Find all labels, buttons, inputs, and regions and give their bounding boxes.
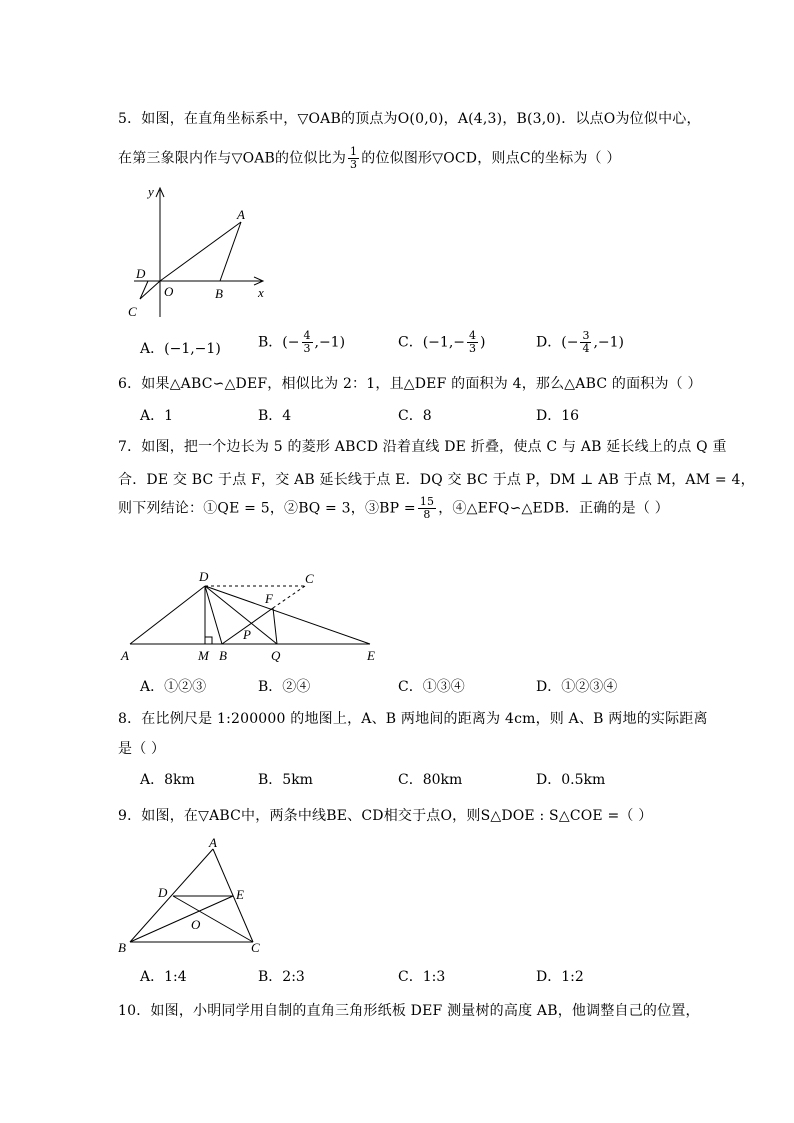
q5-stem-line2-b: 的位似图形▽OCD，则点C的坐标为（ ） (361, 150, 621, 167)
q7-stem-line3 (118, 496, 669, 521)
q5-label-C: C (128, 304, 137, 319)
q5-ratio-fraction (348, 146, 359, 171)
q5-option-b-letter: B． (258, 334, 283, 351)
q9-stem: 9．如图，在▽ABC中，两条中线BE、CD相交于点O，则S△DOE : S△COE =（ ） (118, 808, 653, 824)
q6-option-a[interactable]: A．1 (140, 408, 174, 424)
q5-label-D: D (136, 266, 146, 281)
q7-seg-DA (130, 586, 205, 644)
q5-option-a-letter: A． (140, 341, 165, 357)
q9-label-B: B (118, 940, 126, 955)
q8-option-a[interactable]: A．8km (140, 772, 195, 788)
q5-seg-OA (160, 222, 241, 281)
q9-seg-BE (130, 896, 233, 942)
q5-ratio-num: 1 (350, 145, 358, 158)
q9-figure (118, 835, 268, 957)
q7-stem-line2: 合．DE 交 BC 于点 F，交 AB 延长线于点 E．DQ 交 BC 于点 P，DM ⊥ AB 于点 M，AM = 4， (118, 472, 755, 488)
q5-label-y: y (148, 184, 154, 199)
q5-option-c-post: ) (480, 334, 486, 351)
q6-option-c[interactable]: C．8 (398, 408, 432, 424)
q6-option-d[interactable]: D．16 (536, 408, 580, 424)
q5-option-b-num: 4 (303, 329, 311, 342)
q6-option-b[interactable]: B．4 (258, 408, 292, 424)
q7-bp-num: 15 (419, 495, 435, 508)
q7-label-C: C (305, 571, 314, 586)
q7-option-c[interactable]: C．①③④ (398, 679, 465, 695)
q5-option-c-den: 3 (469, 342, 476, 355)
q5-option-d-num: 3 (582, 329, 590, 342)
q7-label-A: A (121, 648, 129, 663)
q7-label-M: M (198, 648, 209, 663)
q10-stem: 10．如图，小明同学用自制的直角三角形纸板 DEF 测量树的高度 AB，他调整自己的位置， (118, 1003, 700, 1019)
q5-option-b[interactable] (258, 330, 345, 355)
q7-label-Q: Q (271, 648, 281, 663)
q7-seg-CF-dashed (273, 586, 305, 608)
q7-label-B: B (219, 648, 227, 663)
q7-bp-fraction (418, 496, 436, 521)
q5-option-c-pre: (−1,− (422, 334, 465, 351)
q9-option-b[interactable]: B．2:3 (258, 969, 305, 985)
q5-option-c-num: 4 (469, 329, 476, 342)
q7-right-angle-mark (205, 637, 212, 644)
q7-figure (115, 566, 385, 666)
q7-stem-line3-a: 则下列结论：①QE = 5，②BQ = 3，③BP = (118, 500, 416, 517)
q7-option-d[interactable]: D．①②③④ (536, 679, 618, 695)
q5-label-B: B (215, 286, 223, 301)
q6-stem: 6．如果△ABC∽△DEF，相似比为 2：1，且△DEF 的面积为 4，那么△ABC 的面积为（ ） (118, 376, 702, 392)
q5-option-a-text: (−1,−1) (164, 341, 221, 357)
q5-figure (120, 182, 280, 322)
q7-option-a[interactable]: A．①②③ (140, 679, 207, 695)
q5-option-d-den: 4 (582, 342, 590, 355)
q7-stem-line1: 7．如图，把一个边长为 5 的菱形 ABCD 沿着直线 DE 折叠，使点 C 与 AB 延长线上的点 Q 重 (118, 439, 727, 455)
q7-label-F: F (265, 591, 273, 606)
q5-option-b-pre: (− (282, 334, 300, 351)
q5-option-d-fraction (580, 330, 591, 355)
q9-option-d[interactable]: D．1:2 (536, 969, 584, 985)
q8-stem-line2: 是（ ） (118, 741, 166, 757)
q7-option-b[interactable]: B．②④ (258, 679, 311, 695)
q5-seg-AB (220, 222, 241, 281)
q5-stem-line1: 5．如图，在直角坐标系中，▽OAB的顶点为O(0,0)，A(4,3)，B(3,0)．以点O为位似中心， (118, 111, 701, 127)
q7-label-D: D (199, 569, 209, 584)
q5-option-a[interactable] (140, 338, 221, 358)
q5-option-d[interactable] (536, 330, 624, 355)
q8-option-d[interactable]: D．0.5km (536, 772, 606, 788)
q5-option-c-letter: C． (398, 334, 423, 351)
q9-label-A: A (209, 835, 217, 850)
q7-label-P: P (243, 627, 251, 642)
q5-stem-line2 (118, 146, 621, 171)
q5-option-d-letter: D． (536, 334, 562, 351)
q9-label-O: O (191, 917, 201, 932)
q7-bp-den: 8 (423, 508, 431, 521)
q9-option-a[interactable]: A．1:4 (140, 969, 187, 985)
q5-label-A: A (237, 207, 245, 222)
q7-seg-DB (205, 586, 222, 644)
q5-stem-line2-a: 在第三象限内作与▽OAB的位似比为 (118, 150, 347, 167)
q9-option-c[interactable]: C．1:3 (398, 969, 446, 985)
q5-option-d-post: ,−1) (593, 334, 624, 351)
q9-label-E: E (236, 887, 244, 902)
q7-seg-FQ (273, 608, 277, 644)
q5-option-d-pre: (− (561, 334, 579, 351)
q5-ratio-den: 3 (350, 158, 358, 171)
q8-stem-line1: 8．在比例尺是 1:200000 的地图上，A、B 两地间的距离为 4cm，则 A、B 两地的实际距离 (118, 711, 708, 727)
q8-option-c[interactable]: C．80km (398, 772, 463, 788)
q7-seg-DE (205, 586, 370, 644)
q7-label-E: E (367, 648, 375, 663)
q5-label-x: x (258, 285, 264, 300)
q9-seg-CD (173, 896, 253, 942)
q5-option-c[interactable] (398, 330, 485, 355)
q5-seg-OC (140, 281, 160, 299)
q8-option-b[interactable]: B．5km (258, 772, 313, 788)
q9-label-D: D (158, 885, 168, 900)
q5-option-b-post: ,−1) (314, 334, 346, 351)
q5-label-O: O (164, 284, 174, 299)
q5-option-b-fraction (302, 330, 313, 355)
q7-stem-line3-b: ，④△EFQ∽△EDB．正确的是（ ） (438, 500, 669, 517)
q9-label-C: C (251, 940, 260, 955)
q5-option-c-fraction (467, 330, 478, 355)
q5-option-b-den: 3 (303, 342, 311, 355)
q5-seg-CD (140, 281, 148, 299)
